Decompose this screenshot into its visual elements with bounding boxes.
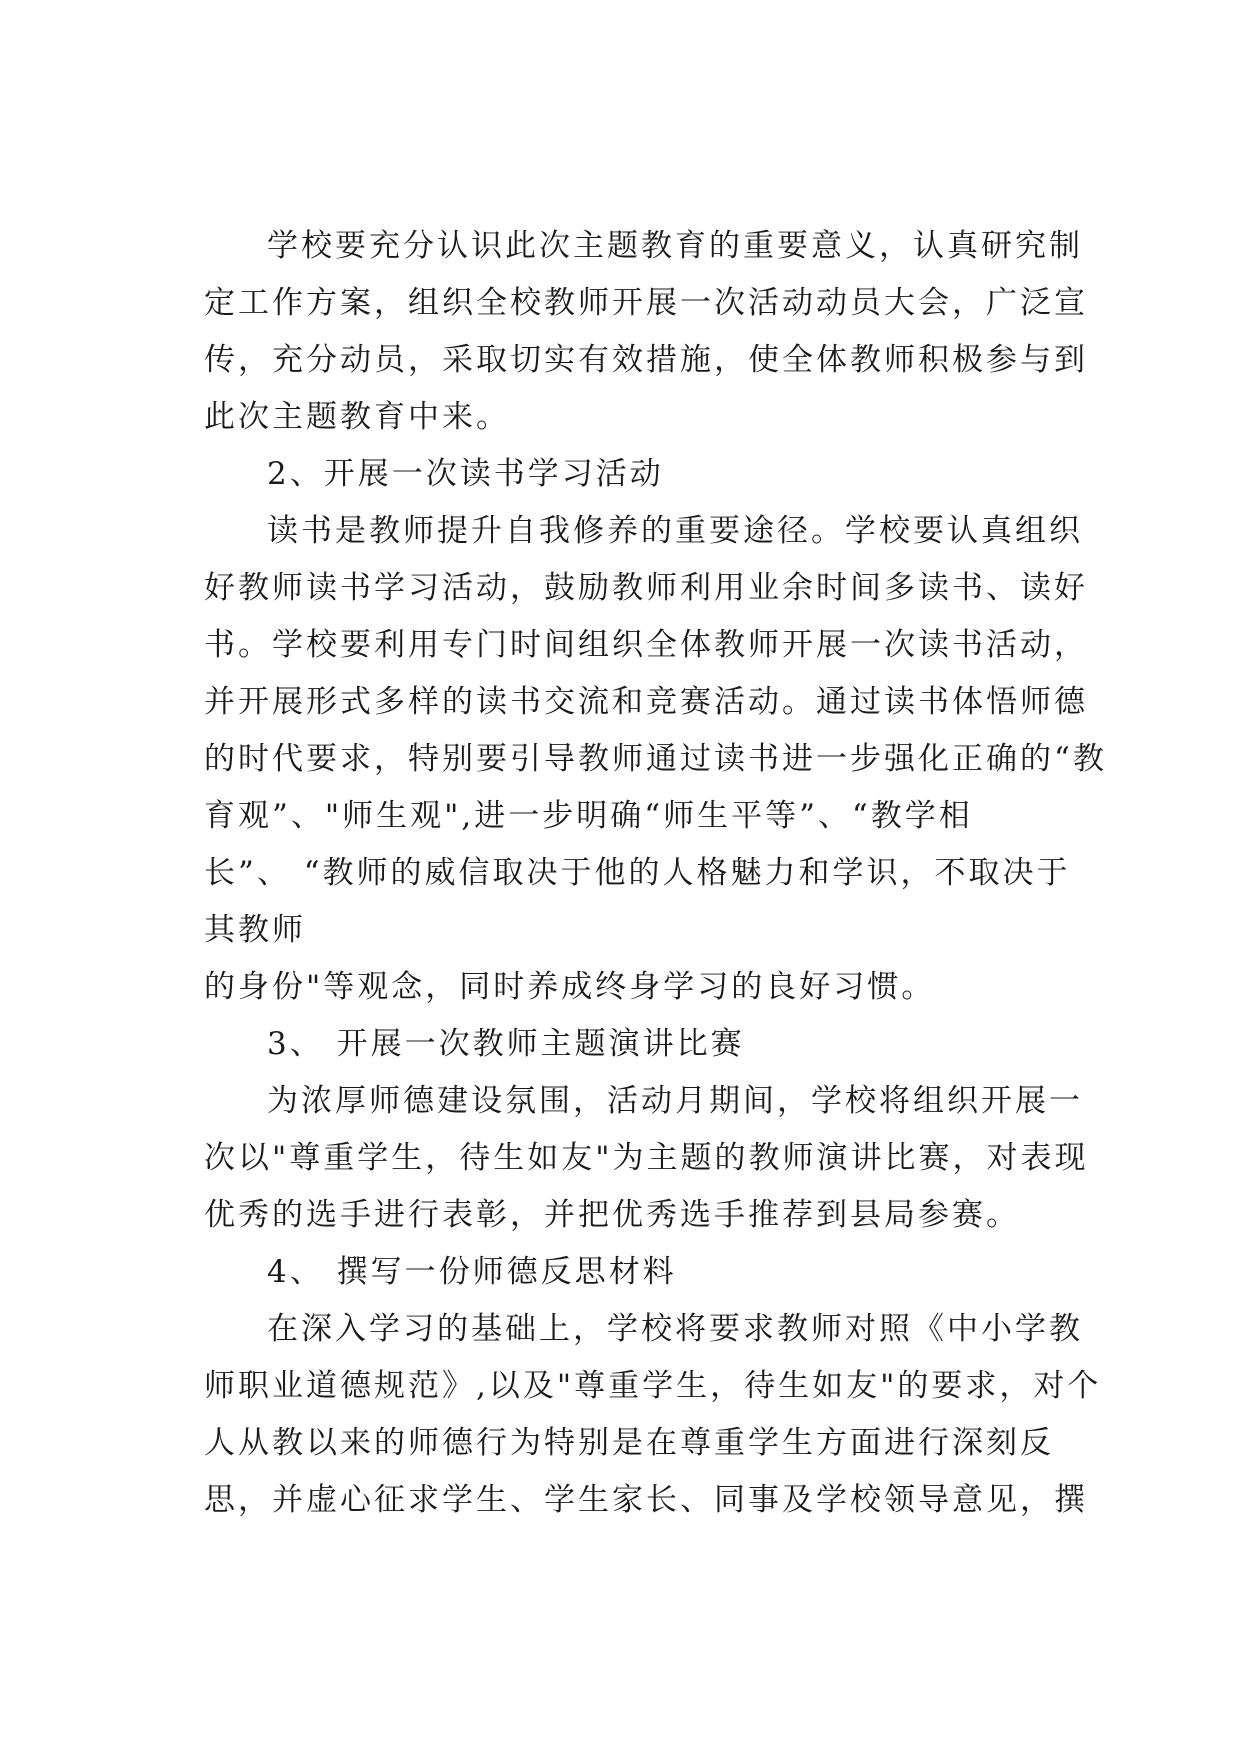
paragraph-line: 传，充分动员，采取切实有效措施，使全体教师积极参与到 bbox=[204, 342, 1088, 378]
paragraph-line: 育观”、"师生观",进一步明确“师生平等”、“教学相 bbox=[204, 798, 973, 834]
paragraph-line: 在深入学习的基础上，学校将要求教师对照《中小学教 bbox=[267, 1311, 1083, 1347]
document-body bbox=[204, 218, 1107, 1529]
paragraph-line: 长”、 “教师的威信取决于他的人格魅力和学识，不取决于 bbox=[204, 855, 1071, 891]
section-heading: 3、 开展一次教师主题演讲比赛 bbox=[267, 1026, 745, 1062]
paragraph-line: 的时代要求，特别要引导教师通过读书进一步强化正确的“教 bbox=[204, 741, 1107, 777]
section-heading: 2、开展一次读书学习活动 bbox=[267, 456, 664, 492]
paragraph-line: 的身份"等观念，同时养成终身学习的良好习惯。 bbox=[204, 969, 936, 1005]
paragraph-line: 为浓厚师德建设氛围，活动月期间，学校将组织开展一 bbox=[267, 1083, 1083, 1119]
paragraph-line: 读书是教师提升自我修养的重要途径。学校要认真组织 bbox=[267, 513, 1083, 549]
paragraph-line: 师职业道德规范》,以及"尊重学生，待生如友"的要求，对个 bbox=[204, 1368, 1102, 1404]
paragraph-line: 优秀的选手进行表彰，并把优秀选手推荐到县局参赛。 bbox=[204, 1197, 1020, 1233]
paragraph-line: 次以"尊重学生，待生如友"为主题的教师演讲比赛，对表现 bbox=[204, 1140, 1089, 1176]
paragraph-line: 思，并虚心征求学生、学生家长、同事及学校领导意见，撰 bbox=[204, 1482, 1088, 1518]
section-heading: 4、 撰写一份师德反思材料 bbox=[267, 1254, 677, 1290]
paragraph-line: 学校要充分认识此次主题教育的重要意义，认真研究制 bbox=[267, 228, 1083, 264]
paragraph-line: 此次主题教育中来。 bbox=[204, 399, 510, 435]
paragraph-line: 书。学校要利用专门时间组织全体教师开展一次读书活动， bbox=[204, 627, 1088, 663]
paragraph-line: 并开展形式多样的读书交流和竞赛活动。通过读书体悟师德 bbox=[204, 684, 1088, 720]
paragraph-line: 定工作方案，组织全校教师开展一次活动动员大会，广泛宣 bbox=[204, 285, 1088, 321]
paragraph-line: 其教师 bbox=[204, 912, 306, 948]
paragraph-line: 好教师读书学习活动，鼓励教师利用业余时间多读书、读好 bbox=[204, 570, 1088, 606]
paragraph-line: 人从教以来的师德行为特别是在尊重学生方面进行深刻反 bbox=[204, 1425, 1054, 1461]
